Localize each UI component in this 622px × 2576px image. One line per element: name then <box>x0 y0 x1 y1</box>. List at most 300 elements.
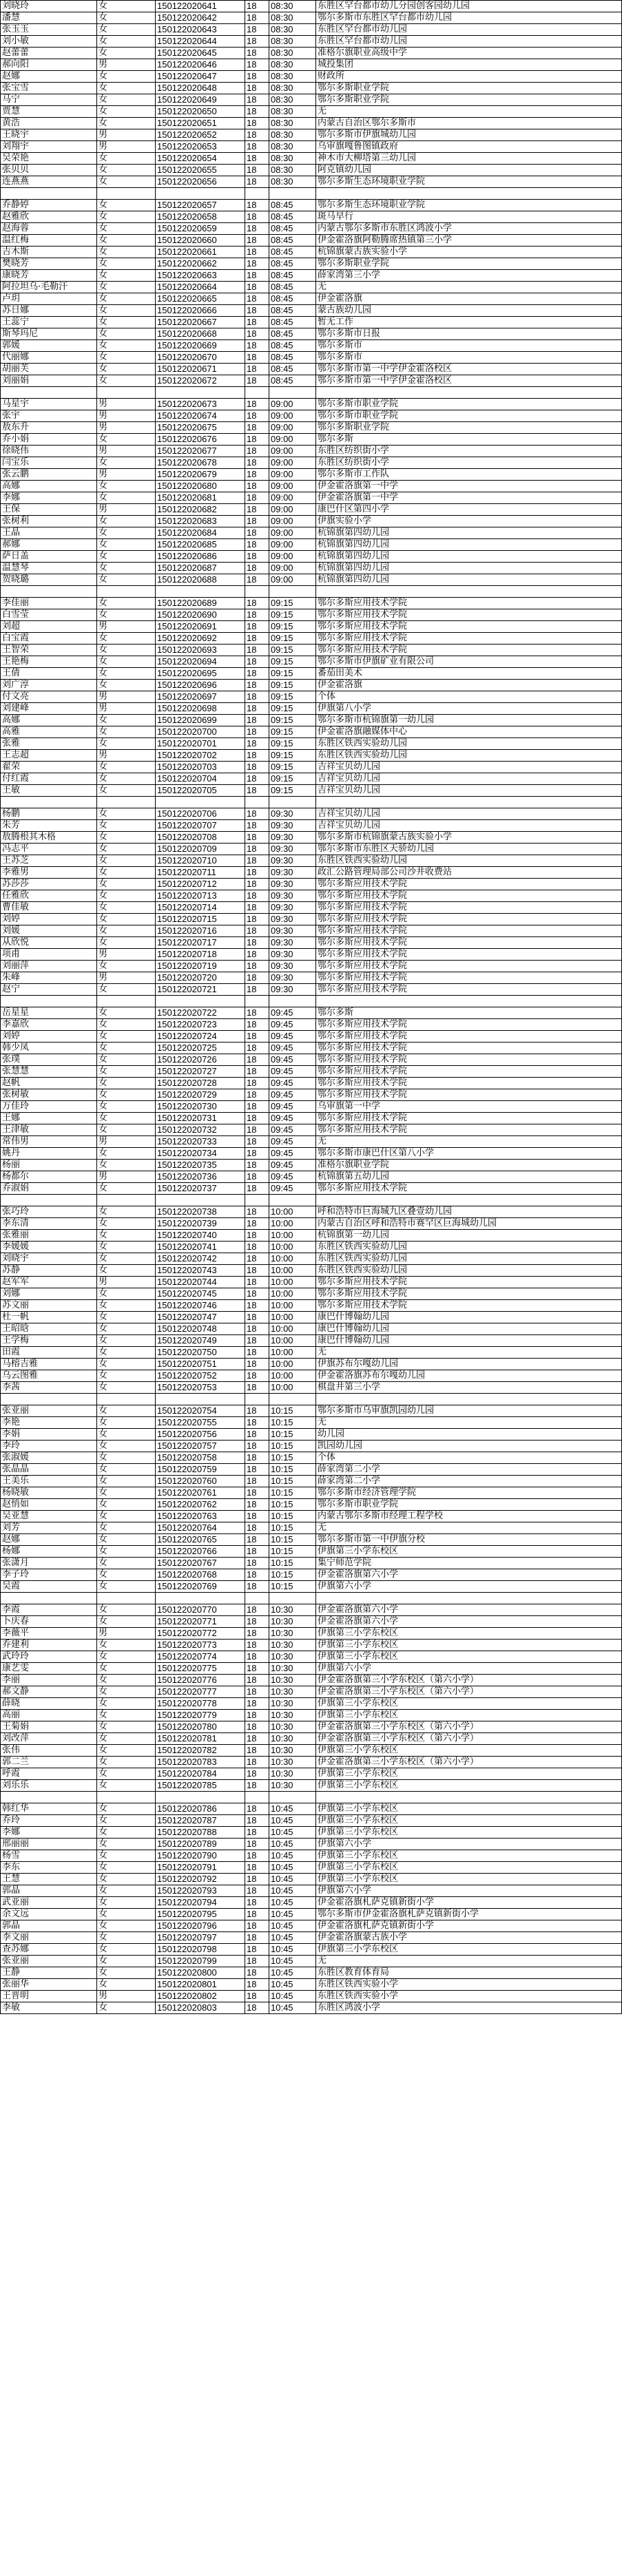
time-cell: 10:30 <box>269 1757 316 1768</box>
unit-cell: 鄂尔多斯市工作队 <box>316 469 622 481</box>
time-cell: 09:45 <box>269 1171 316 1183</box>
table-row <box>1 1558 622 1569</box>
date-cell: 18 <box>245 446 269 457</box>
name-cell: 李子玲 <box>1 1569 97 1581</box>
table-row <box>1 94 622 106</box>
name-cell: 张雅丽 <box>1 1230 97 1242</box>
gender-cell: 女 <box>97 1581 156 1593</box>
time-cell: 09:30 <box>269 890 316 902</box>
gender-cell: 女 <box>97 153 156 165</box>
table-row <box>1 961 622 972</box>
unit-cell: 鄂尔多斯 <box>316 434 622 446</box>
table-row <box>1 972 622 984</box>
id-cell: 150122020703 <box>156 762 245 773</box>
gender-cell: 女 <box>97 867 156 879</box>
time-cell: 09:15 <box>269 715 316 726</box>
table-row <box>1 1721 622 1733</box>
unit-cell: 阿克镇幼儿园 <box>316 165 622 176</box>
id-cell: 150122020803 <box>156 2002 245 2014</box>
time-cell: 10:45 <box>269 1967 316 1979</box>
id-cell: 150122020668 <box>156 328 245 340</box>
name-cell <box>1 1593 97 1604</box>
gender-cell: 女 <box>97 1487 156 1499</box>
unit-cell <box>316 1195 622 1206</box>
id-cell: 150122020662 <box>156 258 245 270</box>
date-cell: 18 <box>245 1452 269 1464</box>
table-row <box>1 680 622 691</box>
id-cell: 150122020786 <box>156 1803 245 1815</box>
id-cell <box>156 1593 245 1604</box>
id-cell: 150122020687 <box>156 563 245 574</box>
time-cell: 10:30 <box>269 1663 316 1675</box>
unit-cell: 东胜区铁西实验幼儿园 <box>316 1253 622 1265</box>
date-cell: 18 <box>245 1581 269 1593</box>
gender-cell: 女 <box>97 305 156 317</box>
name-cell: 张亚丽 <box>1 1405 97 1417</box>
date-cell <box>245 1394 269 1405</box>
table-row <box>1 2002 622 2014</box>
date-cell: 18 <box>245 1066 269 1078</box>
unit-cell: 伊旗第三小学东校区 <box>316 1850 622 1862</box>
table-row <box>1 1370 622 1382</box>
id-cell: 150122020667 <box>156 317 245 328</box>
table-row <box>1 1745 622 1757</box>
id-cell: 150122020656 <box>156 176 245 188</box>
unit-cell: 伊金霍洛旗 <box>316 680 622 691</box>
gender-cell: 男 <box>97 422 156 434</box>
id-cell: 150122020652 <box>156 129 245 141</box>
date-cell: 18 <box>245 1885 269 1897</box>
name-cell: 王苏芝 <box>1 855 97 867</box>
name-cell: 薛晓 <box>1 1698 97 1710</box>
time-cell: 10:30 <box>269 1651 316 1663</box>
table-row <box>1 1054 622 1066</box>
gender-cell: 女 <box>97 1300 156 1312</box>
unit-cell: 鄂尔多斯应用技术学院 <box>316 914 622 925</box>
name-cell: 万佳玲 <box>1 1101 97 1113</box>
schedule-table-body <box>1 1 622 2014</box>
date-cell: 18 <box>245 118 269 129</box>
id-cell: 150122020797 <box>156 1932 245 1944</box>
table-row <box>1 516 622 527</box>
time-cell: 08:30 <box>269 153 316 165</box>
gender-cell: 女 <box>97 1850 156 1862</box>
table-row <box>1 1464 622 1476</box>
date-cell: 18 <box>245 1628 269 1640</box>
time-cell: 10:15 <box>269 1441 316 1452</box>
table-row <box>1 24 622 36</box>
table-row <box>1 1979 622 1991</box>
unit-cell: 东胜区铁西实验幼儿园 <box>316 855 622 867</box>
gender-cell: 女 <box>97 247 156 258</box>
id-cell: 150122020758 <box>156 1452 245 1464</box>
unit-cell: 鄂尔多斯应用技术学院 <box>316 984 622 996</box>
gender-cell: 男 <box>97 1171 156 1183</box>
id-cell: 150122020736 <box>156 1171 245 1183</box>
time-cell: 09:45 <box>269 1148 316 1160</box>
unit-cell: 吉祥宝贝幼儿园 <box>316 762 622 773</box>
name-cell: 邢丽丽 <box>1 1839 97 1850</box>
gender-cell: 女 <box>97 925 156 937</box>
date-cell: 18 <box>245 340 269 352</box>
date-cell: 18 <box>245 1089 269 1101</box>
gender-cell: 女 <box>97 1522 156 1534</box>
time-cell <box>269 1792 316 1803</box>
unit-cell: 吉祥宝贝幼儿园 <box>316 808 622 820</box>
date-cell: 18 <box>245 1101 269 1113</box>
time-cell: 09:30 <box>269 902 316 914</box>
id-cell: 150122020696 <box>156 680 245 691</box>
date-cell: 18 <box>245 481 269 492</box>
gender-cell: 女 <box>97 1675 156 1686</box>
unit-cell: 薛家湾第二小学 <box>316 1476 622 1487</box>
unit-cell: 鄂尔多斯市伊旗矿业有限公司 <box>316 656 622 668</box>
table-row <box>1 492 622 504</box>
table-row <box>1 598 622 609</box>
gender-cell: 女 <box>97 492 156 504</box>
date-cell: 18 <box>245 1031 269 1043</box>
id-cell: 150122020795 <box>156 1909 245 1920</box>
time-cell: 10:45 <box>269 1885 316 1897</box>
date-cell: 18 <box>245 1745 269 1757</box>
date-cell: 18 <box>245 1827 269 1839</box>
name-cell: 郭媛 <box>1 340 97 352</box>
date-cell: 18 <box>245 282 269 293</box>
id-cell: 150122020682 <box>156 504 245 516</box>
unit-cell: 伊金霍洛旗 <box>316 293 622 305</box>
time-cell: 09:30 <box>269 984 316 996</box>
unit-cell: 鄂尔多斯应用技术学院 <box>316 949 622 961</box>
name-cell: 张潇月 <box>1 1558 97 1569</box>
gender-cell: 女 <box>97 1464 156 1476</box>
table-row <box>1 317 622 328</box>
time-cell: 10:45 <box>269 1803 316 1815</box>
unit-cell: 东胜区铁西实验小学 <box>316 1991 622 2002</box>
date-cell: 18 <box>245 141 269 153</box>
time-cell: 10:45 <box>269 1862 316 1874</box>
id-cell: 150122020666 <box>156 305 245 317</box>
unit-cell: 鄂尔多斯市东胜区罕台都市幼儿园 <box>316 12 622 24</box>
name-cell: 刘晓玲 <box>1 1 97 12</box>
time-cell <box>269 797 316 808</box>
date-cell: 18 <box>245 1733 269 1745</box>
gender-cell: 女 <box>97 609 156 621</box>
unit-cell: 伊金霍洛旗第三小学东校区（第六小学） <box>316 1721 622 1733</box>
date-cell: 18 <box>245 1663 269 1675</box>
gender-cell: 女 <box>97 808 156 820</box>
blank-separator-row <box>1 1195 622 1206</box>
name-cell: 武亚丽 <box>1 1897 97 1909</box>
gender-cell: 男 <box>97 410 156 422</box>
time-cell: 09:00 <box>269 504 316 516</box>
id-cell: 150122020757 <box>156 1441 245 1452</box>
table-row <box>1 1113 622 1124</box>
gender-cell: 女 <box>97 94 156 106</box>
name-cell <box>1 387 97 399</box>
table-row <box>1 48 622 59</box>
time-cell: 10:15 <box>269 1476 316 1487</box>
name-cell: 李娜 <box>1 492 97 504</box>
name-cell: 张慧慧 <box>1 1066 97 1078</box>
table-row <box>1 141 622 153</box>
gender-cell: 女 <box>97 1604 156 1616</box>
name-cell: 张贝贝 <box>1 165 97 176</box>
date-cell: 18 <box>245 1335 269 1347</box>
name-cell: 敖腾根其木格 <box>1 832 97 844</box>
unit-cell: 伊旗第三小学东校区 <box>316 1874 622 1885</box>
id-cell: 150122020755 <box>156 1417 245 1429</box>
gender-cell: 女 <box>97 71 156 83</box>
time-cell: 09:45 <box>269 1136 316 1148</box>
name-cell: 刘婷 <box>1 914 97 925</box>
date-cell <box>245 1792 269 1803</box>
gender-cell: 女 <box>97 340 156 352</box>
date-cell: 18 <box>245 59 269 71</box>
date-cell: 18 <box>245 83 269 94</box>
blank-separator-row <box>1 1394 622 1405</box>
gender-cell: 女 <box>97 1967 156 1979</box>
gender-cell: 女 <box>97 1569 156 1581</box>
unit-cell: 财政所 <box>316 71 622 83</box>
date-cell: 18 <box>245 1019 269 1031</box>
gender-cell: 男 <box>97 703 156 715</box>
id-cell: 150122020752 <box>156 1370 245 1382</box>
unit-cell: 东胜区铁西实验幼儿园 <box>316 1265 622 1277</box>
name-cell <box>1 1792 97 1803</box>
name-cell: 张树利 <box>1 516 97 527</box>
id-cell: 150122020738 <box>156 1206 245 1218</box>
name-cell: 乔淑娟 <box>1 1183 97 1195</box>
gender-cell: 男 <box>97 469 156 481</box>
id-cell: 150122020783 <box>156 1757 245 1768</box>
name-cell: 王艳梅 <box>1 656 97 668</box>
time-cell <box>269 586 316 598</box>
unit-cell: 鄂尔多斯市 <box>316 352 622 364</box>
id-cell: 150122020781 <box>156 1733 245 1745</box>
gender-cell <box>97 1195 156 1206</box>
gender-cell: 女 <box>97 1417 156 1429</box>
name-cell: 李东清 <box>1 1218 97 1230</box>
time-cell: 10:45 <box>269 1874 316 1885</box>
date-cell: 18 <box>245 691 269 703</box>
time-cell: 08:45 <box>269 305 316 317</box>
id-cell <box>156 996 245 1007</box>
gender-cell: 女 <box>97 1370 156 1382</box>
gender-cell: 女 <box>97 176 156 188</box>
date-cell: 18 <box>245 1323 269 1335</box>
name-cell: 王志超 <box>1 750 97 762</box>
unit-cell: 鄂尔多斯市日报 <box>316 328 622 340</box>
date-cell: 18 <box>245 1359 269 1370</box>
table-row <box>1 867 622 879</box>
gender-cell: 女 <box>97 1347 156 1359</box>
gender-cell: 女 <box>97 1862 156 1874</box>
gender-cell: 女 <box>97 270 156 282</box>
unit-cell: 幼儿园 <box>316 1429 622 1441</box>
name-cell: 李娟 <box>1 1429 97 1441</box>
gender-cell: 女 <box>97 1546 156 1558</box>
unit-cell: 鄂尔多斯市职业学院 <box>316 1499 622 1511</box>
table-row <box>1 1768 622 1780</box>
time-cell: 10:30 <box>269 1698 316 1710</box>
id-cell: 150122020701 <box>156 738 245 750</box>
date-cell: 18 <box>245 1007 269 1019</box>
unit-cell: 伊金霍洛旗第三小学东校区（第六小学） <box>316 1757 622 1768</box>
table-row <box>1 1710 622 1721</box>
time-cell: 09:00 <box>269 422 316 434</box>
time-cell: 09:15 <box>269 680 316 691</box>
name-cell: 黄浩 <box>1 118 97 129</box>
table-row <box>1 118 622 129</box>
id-cell: 150122020659 <box>156 223 245 235</box>
time-cell: 10:45 <box>269 1839 316 1850</box>
id-cell: 150122020769 <box>156 1581 245 1593</box>
date-cell: 18 <box>245 1850 269 1862</box>
gender-cell: 女 <box>97 1441 156 1452</box>
unit-cell: 东胜区铁西实验小学 <box>316 1979 622 1991</box>
table-row <box>1 410 622 422</box>
unit-cell: 伊旗第三小学东校区 <box>316 1546 622 1558</box>
date-cell: 18 <box>245 1803 269 1815</box>
time-cell: 08:45 <box>269 211 316 223</box>
name-cell: 韩红华 <box>1 1803 97 1815</box>
unit-cell: 伊旗第三小学东校区 <box>316 1780 622 1792</box>
name-cell: 冯志平 <box>1 844 97 855</box>
gender-cell: 女 <box>97 2002 156 2014</box>
name-cell: 余文远 <box>1 1909 97 1920</box>
blank-separator-row <box>1 387 622 399</box>
table-row <box>1 1534 622 1546</box>
name-cell: 付文亮 <box>1 691 97 703</box>
unit-cell: 东胜区纺织街小学 <box>316 446 622 457</box>
time-cell: 09:45 <box>269 1078 316 1089</box>
time-cell: 08:45 <box>269 352 316 364</box>
id-cell: 150122020782 <box>156 1745 245 1757</box>
name-cell: 白宝霞 <box>1 633 97 645</box>
time-cell: 09:45 <box>269 1043 316 1054</box>
gender-cell: 女 <box>97 668 156 680</box>
date-cell: 18 <box>245 364 269 375</box>
gender-cell: 女 <box>97 1686 156 1698</box>
unit-cell: 薛家湾第三小学 <box>316 270 622 282</box>
table-row <box>1 1628 622 1640</box>
unit-cell: 伊金霍洛旗札萨克镇新街小学 <box>316 1920 622 1932</box>
name-cell <box>1 996 97 1007</box>
time-cell: 09:15 <box>269 750 316 762</box>
date-cell: 18 <box>245 1464 269 1476</box>
name-cell: 连燕燕 <box>1 176 97 188</box>
time-cell: 09:15 <box>269 645 316 656</box>
table-row <box>1 1277 622 1288</box>
gender-cell: 女 <box>97 1932 156 1944</box>
table-row <box>1 235 622 247</box>
date-cell: 18 <box>245 984 269 996</box>
table-row <box>1 609 622 621</box>
date-cell <box>245 1195 269 1206</box>
id-cell: 150122020784 <box>156 1768 245 1780</box>
id-cell: 150122020721 <box>156 984 245 996</box>
name-cell: 李东 <box>1 1862 97 1874</box>
time-cell: 09:00 <box>269 434 316 446</box>
name-cell: 赵娜 <box>1 71 97 83</box>
table-row <box>1 469 622 481</box>
unit-cell: 杭锦旗第四幼儿园 <box>316 551 622 563</box>
date-cell: 18 <box>245 352 269 364</box>
time-cell: 09:30 <box>269 914 316 925</box>
unit-cell: 鄂尔多斯职业学院 <box>316 83 622 94</box>
id-cell: 150122020800 <box>156 1967 245 1979</box>
table-row <box>1 1359 622 1370</box>
unit-cell: 鄂尔多斯 <box>316 1007 622 1019</box>
table-row <box>1 1991 622 2002</box>
gender-cell <box>97 797 156 808</box>
time-cell: 09:30 <box>269 855 316 867</box>
gender-cell: 男 <box>97 1136 156 1148</box>
date-cell: 18 <box>245 1441 269 1452</box>
id-cell: 150122020664 <box>156 282 245 293</box>
table-row <box>1 656 622 668</box>
id-cell: 150122020674 <box>156 410 245 422</box>
table-row <box>1 738 622 750</box>
gender-cell: 女 <box>97 1078 156 1089</box>
name-cell: 王菊娟 <box>1 1721 97 1733</box>
table-row <box>1 1944 622 1956</box>
gender-cell: 女 <box>97 1745 156 1757</box>
id-cell: 150122020743 <box>156 1265 245 1277</box>
name-cell: 张淑媛 <box>1 1452 97 1464</box>
table-row <box>1 539 622 551</box>
name-cell: 李敏 <box>1 2002 97 2014</box>
name-cell: 武玲玲 <box>1 1651 97 1663</box>
unit-cell: 吉祥宝贝幼儿园 <box>316 785 622 797</box>
table-row <box>1 1007 622 1019</box>
name-cell: 闫宝乐 <box>1 457 97 469</box>
name-cell: 徐晓伟 <box>1 446 97 457</box>
unit-cell: 乌审旗第一中学 <box>316 1101 622 1113</box>
time-cell: 08:30 <box>269 106 316 118</box>
id-cell: 150122020646 <box>156 59 245 71</box>
time-cell: 08:45 <box>269 282 316 293</box>
unit-cell: 鄂尔多斯应用技术学院 <box>316 1043 622 1054</box>
table-row <box>1 621 622 633</box>
id-cell: 150122020734 <box>156 1148 245 1160</box>
date-cell: 18 <box>245 1160 269 1171</box>
id-cell: 150122020677 <box>156 446 245 457</box>
time-cell: 10:00 <box>269 1230 316 1242</box>
date-cell: 18 <box>245 808 269 820</box>
date-cell: 18 <box>245 1347 269 1359</box>
id-cell: 150122020719 <box>156 961 245 972</box>
date-cell: 18 <box>245 703 269 715</box>
gender-cell: 女 <box>97 1160 156 1171</box>
date-cell: 18 <box>245 328 269 340</box>
id-cell: 150122020750 <box>156 1347 245 1359</box>
name-cell: 李艳 <box>1 1417 97 1429</box>
gender-cell: 女 <box>97 738 156 750</box>
gender-cell: 女 <box>97 1019 156 1031</box>
date-cell: 18 <box>245 1078 269 1089</box>
id-cell: 150122020645 <box>156 48 245 59</box>
unit-cell: 鄂尔多斯市康巴什区第八小学 <box>316 1148 622 1160</box>
unit-cell: 伊旗第三小学东校区 <box>316 1768 622 1780</box>
table-row <box>1 551 622 563</box>
gender-cell <box>97 1593 156 1604</box>
unit-cell: 蒙古族幼儿园 <box>316 305 622 317</box>
time-cell: 08:45 <box>269 223 316 235</box>
date-cell: 18 <box>245 726 269 738</box>
id-cell: 150122020713 <box>156 890 245 902</box>
name-cell: 刘改萍 <box>1 1733 97 1745</box>
